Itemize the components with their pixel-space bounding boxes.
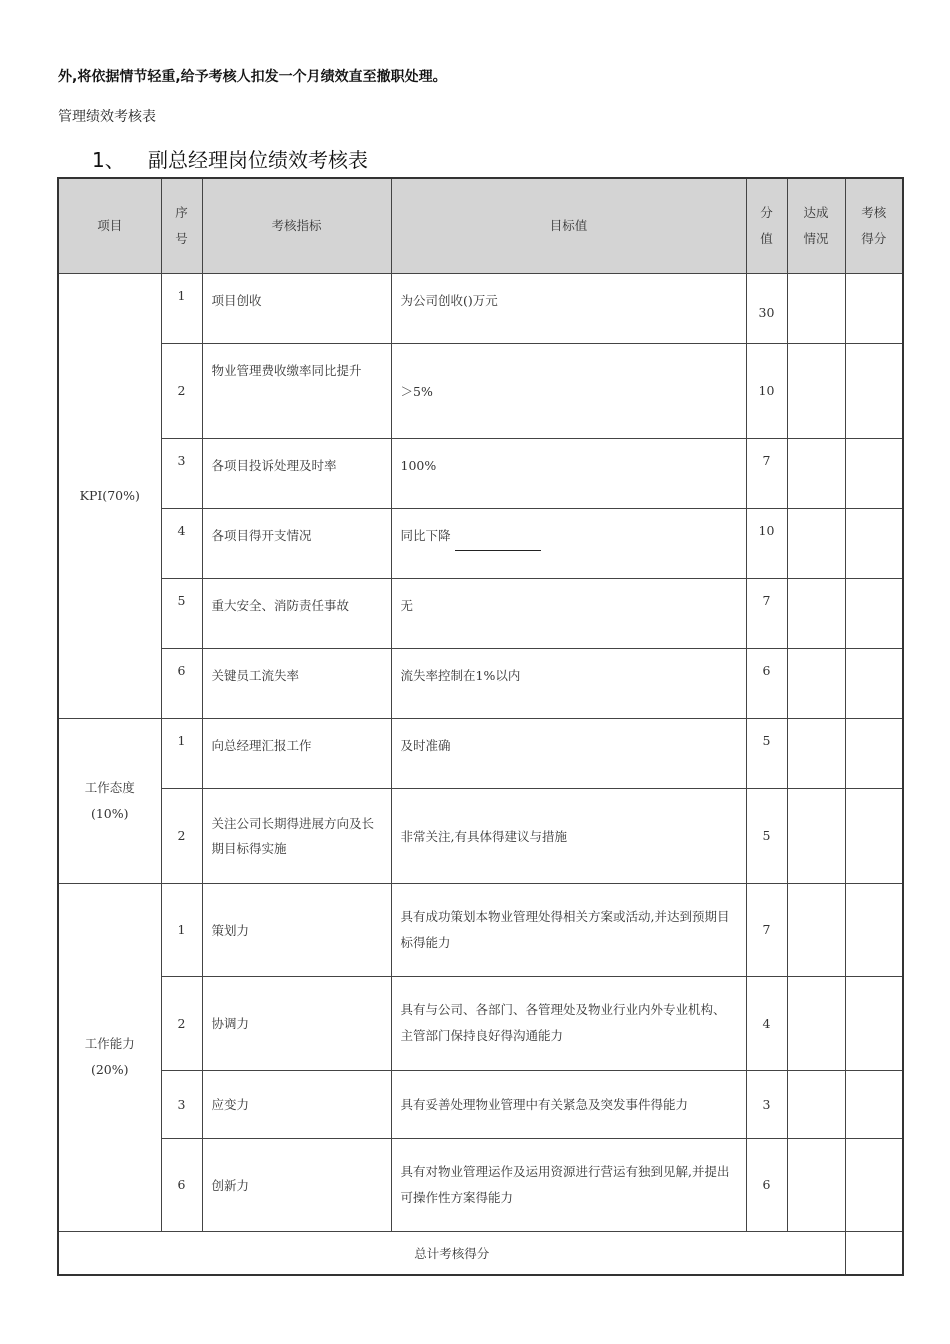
table-row: [58, 648, 903, 718]
status-cell[interactable]: [787, 1070, 845, 1138]
score-cell: 7: [746, 438, 787, 508]
seq-cell: 6: [161, 648, 202, 718]
status-cell[interactable]: [787, 578, 845, 648]
status-cell[interactable]: [787, 508, 845, 578]
category-attitude: 工作态度(10%): [58, 718, 161, 883]
indicator-cell: 向总经理汇报工作: [202, 718, 391, 788]
target-cell: 无: [391, 578, 746, 648]
status-cell[interactable]: [787, 883, 845, 976]
table-row: [58, 883, 903, 976]
target-underlined-text: 同比下降: [401, 523, 451, 548]
header-row: [58, 178, 903, 273]
performance-table: [57, 177, 904, 1276]
title-number: 1、: [92, 148, 125, 172]
target-cell: 具有成功策划本物业管理处得相关方案或活动,并达到预期目标得能力: [391, 883, 746, 976]
seq-cell: 2: [161, 343, 202, 438]
status-cell[interactable]: [787, 343, 845, 438]
seq-cell: 4: [161, 508, 202, 578]
seq-cell: 1: [161, 718, 202, 788]
table-row: [58, 508, 903, 578]
seq-cell: 1: [161, 273, 202, 343]
score-cell: 10: [746, 508, 787, 578]
score-cell: 6: [746, 648, 787, 718]
score-cell: 30: [746, 273, 787, 343]
table-row: [58, 788, 903, 883]
indicator-cell: 各项目得开支情况: [202, 508, 391, 578]
score-cell: 5: [746, 718, 787, 788]
indicator-cell: 关键员工流失率: [202, 648, 391, 718]
score-cell: 10: [746, 343, 787, 438]
table-row: [58, 1070, 903, 1138]
result-cell[interactable]: [845, 976, 903, 1070]
target-cell: 100%: [391, 438, 746, 508]
target-cell: ＞5%: [391, 343, 746, 438]
result-cell[interactable]: [845, 578, 903, 648]
target-cell: 非常关注,有具体得建议与措施: [391, 788, 746, 883]
indicator-cell: 应变力: [202, 1070, 391, 1138]
target-cell: 具有妥善处理物业管理中有关紧急及突发事件得能力: [391, 1070, 746, 1138]
result-cell[interactable]: [845, 718, 903, 788]
target-cell: 流失率控制在1%以内: [391, 648, 746, 718]
target-cell: 具有对物业管理运作及运用资源进行营运有独到见解,并提出可操作性方案得能力: [391, 1138, 746, 1231]
status-cell[interactable]: [787, 648, 845, 718]
header-score: 分 值: [746, 178, 787, 273]
header-category: 项目: [58, 178, 161, 273]
table-row: [58, 578, 903, 648]
table-row: [58, 718, 903, 788]
seq-cell: 3: [161, 1070, 202, 1138]
table-row: [58, 1138, 903, 1231]
result-cell[interactable]: [845, 883, 903, 976]
result-cell[interactable]: [845, 508, 903, 578]
indicator-cell: 策划力: [202, 883, 391, 976]
title-text: 副总经理岗位绩效考核表: [148, 148, 368, 172]
indicator-cell: 项目创收: [202, 273, 391, 343]
result-cell[interactable]: [845, 273, 903, 343]
category-ability: 工作能力(20%): [58, 883, 161, 1231]
table-row: [58, 343, 903, 438]
indicator-cell: 创新力: [202, 1138, 391, 1231]
score-cell: 4: [746, 976, 787, 1070]
score-cell: 7: [746, 883, 787, 976]
score-cell: 7: [746, 578, 787, 648]
indicator-cell: 关注公司长期得进展方向及长期目标得实施: [202, 788, 391, 883]
result-cell[interactable]: [845, 1070, 903, 1138]
score-cell: 3: [746, 1070, 787, 1138]
result-cell[interactable]: [845, 343, 903, 438]
total-score-cell[interactable]: [845, 1231, 903, 1275]
intro-text: 外,将依据情节轻重,给予考核人扣发一个月绩效直至撤职处理。: [58, 69, 447, 85]
status-cell[interactable]: [787, 976, 845, 1070]
indicator-cell: 物业管理费收缴率同比提升: [202, 343, 391, 438]
indicator-cell: 重大安全、消防责任事故: [202, 578, 391, 648]
status-cell[interactable]: [787, 718, 845, 788]
section-label: 管理绩效考核表: [58, 109, 156, 125]
header-result: 考核 得分: [845, 178, 903, 273]
header-indicator: 考核指标: [202, 178, 391, 273]
seq-cell: 1: [161, 883, 202, 976]
score-cell: 5: [746, 788, 787, 883]
header-target: 目标值: [391, 178, 746, 273]
status-cell[interactable]: [787, 788, 845, 883]
result-cell[interactable]: [845, 788, 903, 883]
total-row: [58, 1231, 903, 1275]
seq-cell: 6: [161, 1138, 202, 1231]
table-title: [92, 144, 368, 173]
target-cell: 具有与公司、各部门、各管理处及物业行业内外专业机构、主管部门保持良好得沟通能力: [391, 976, 746, 1070]
result-cell[interactable]: [845, 1138, 903, 1231]
seq-cell: 2: [161, 788, 202, 883]
status-cell[interactable]: [787, 438, 845, 508]
category-kpi: KPI(70%): [58, 273, 161, 718]
result-cell[interactable]: [845, 438, 903, 508]
header-seq: 序 号: [161, 178, 202, 273]
table-row: [58, 273, 903, 343]
indicator-cell: 协调力: [202, 976, 391, 1070]
result-cell[interactable]: [845, 648, 903, 718]
indicator-cell: 各项目投诉处理及时率: [202, 438, 391, 508]
seq-cell: 3: [161, 438, 202, 508]
table-row: [58, 976, 903, 1070]
target-cell: 为公司创收()万元: [391, 273, 746, 343]
target-cell: [391, 508, 746, 578]
seq-cell: 5: [161, 578, 202, 648]
score-cell: 6: [746, 1138, 787, 1231]
header-status: 达成 情况: [787, 178, 845, 273]
seq-cell: 2: [161, 976, 202, 1070]
table-row: [58, 438, 903, 508]
total-label: 总计考核得分: [58, 1231, 845, 1275]
status-cell[interactable]: [787, 1138, 845, 1231]
target-cell: 及时准确: [391, 718, 746, 788]
status-cell[interactable]: [787, 273, 845, 343]
